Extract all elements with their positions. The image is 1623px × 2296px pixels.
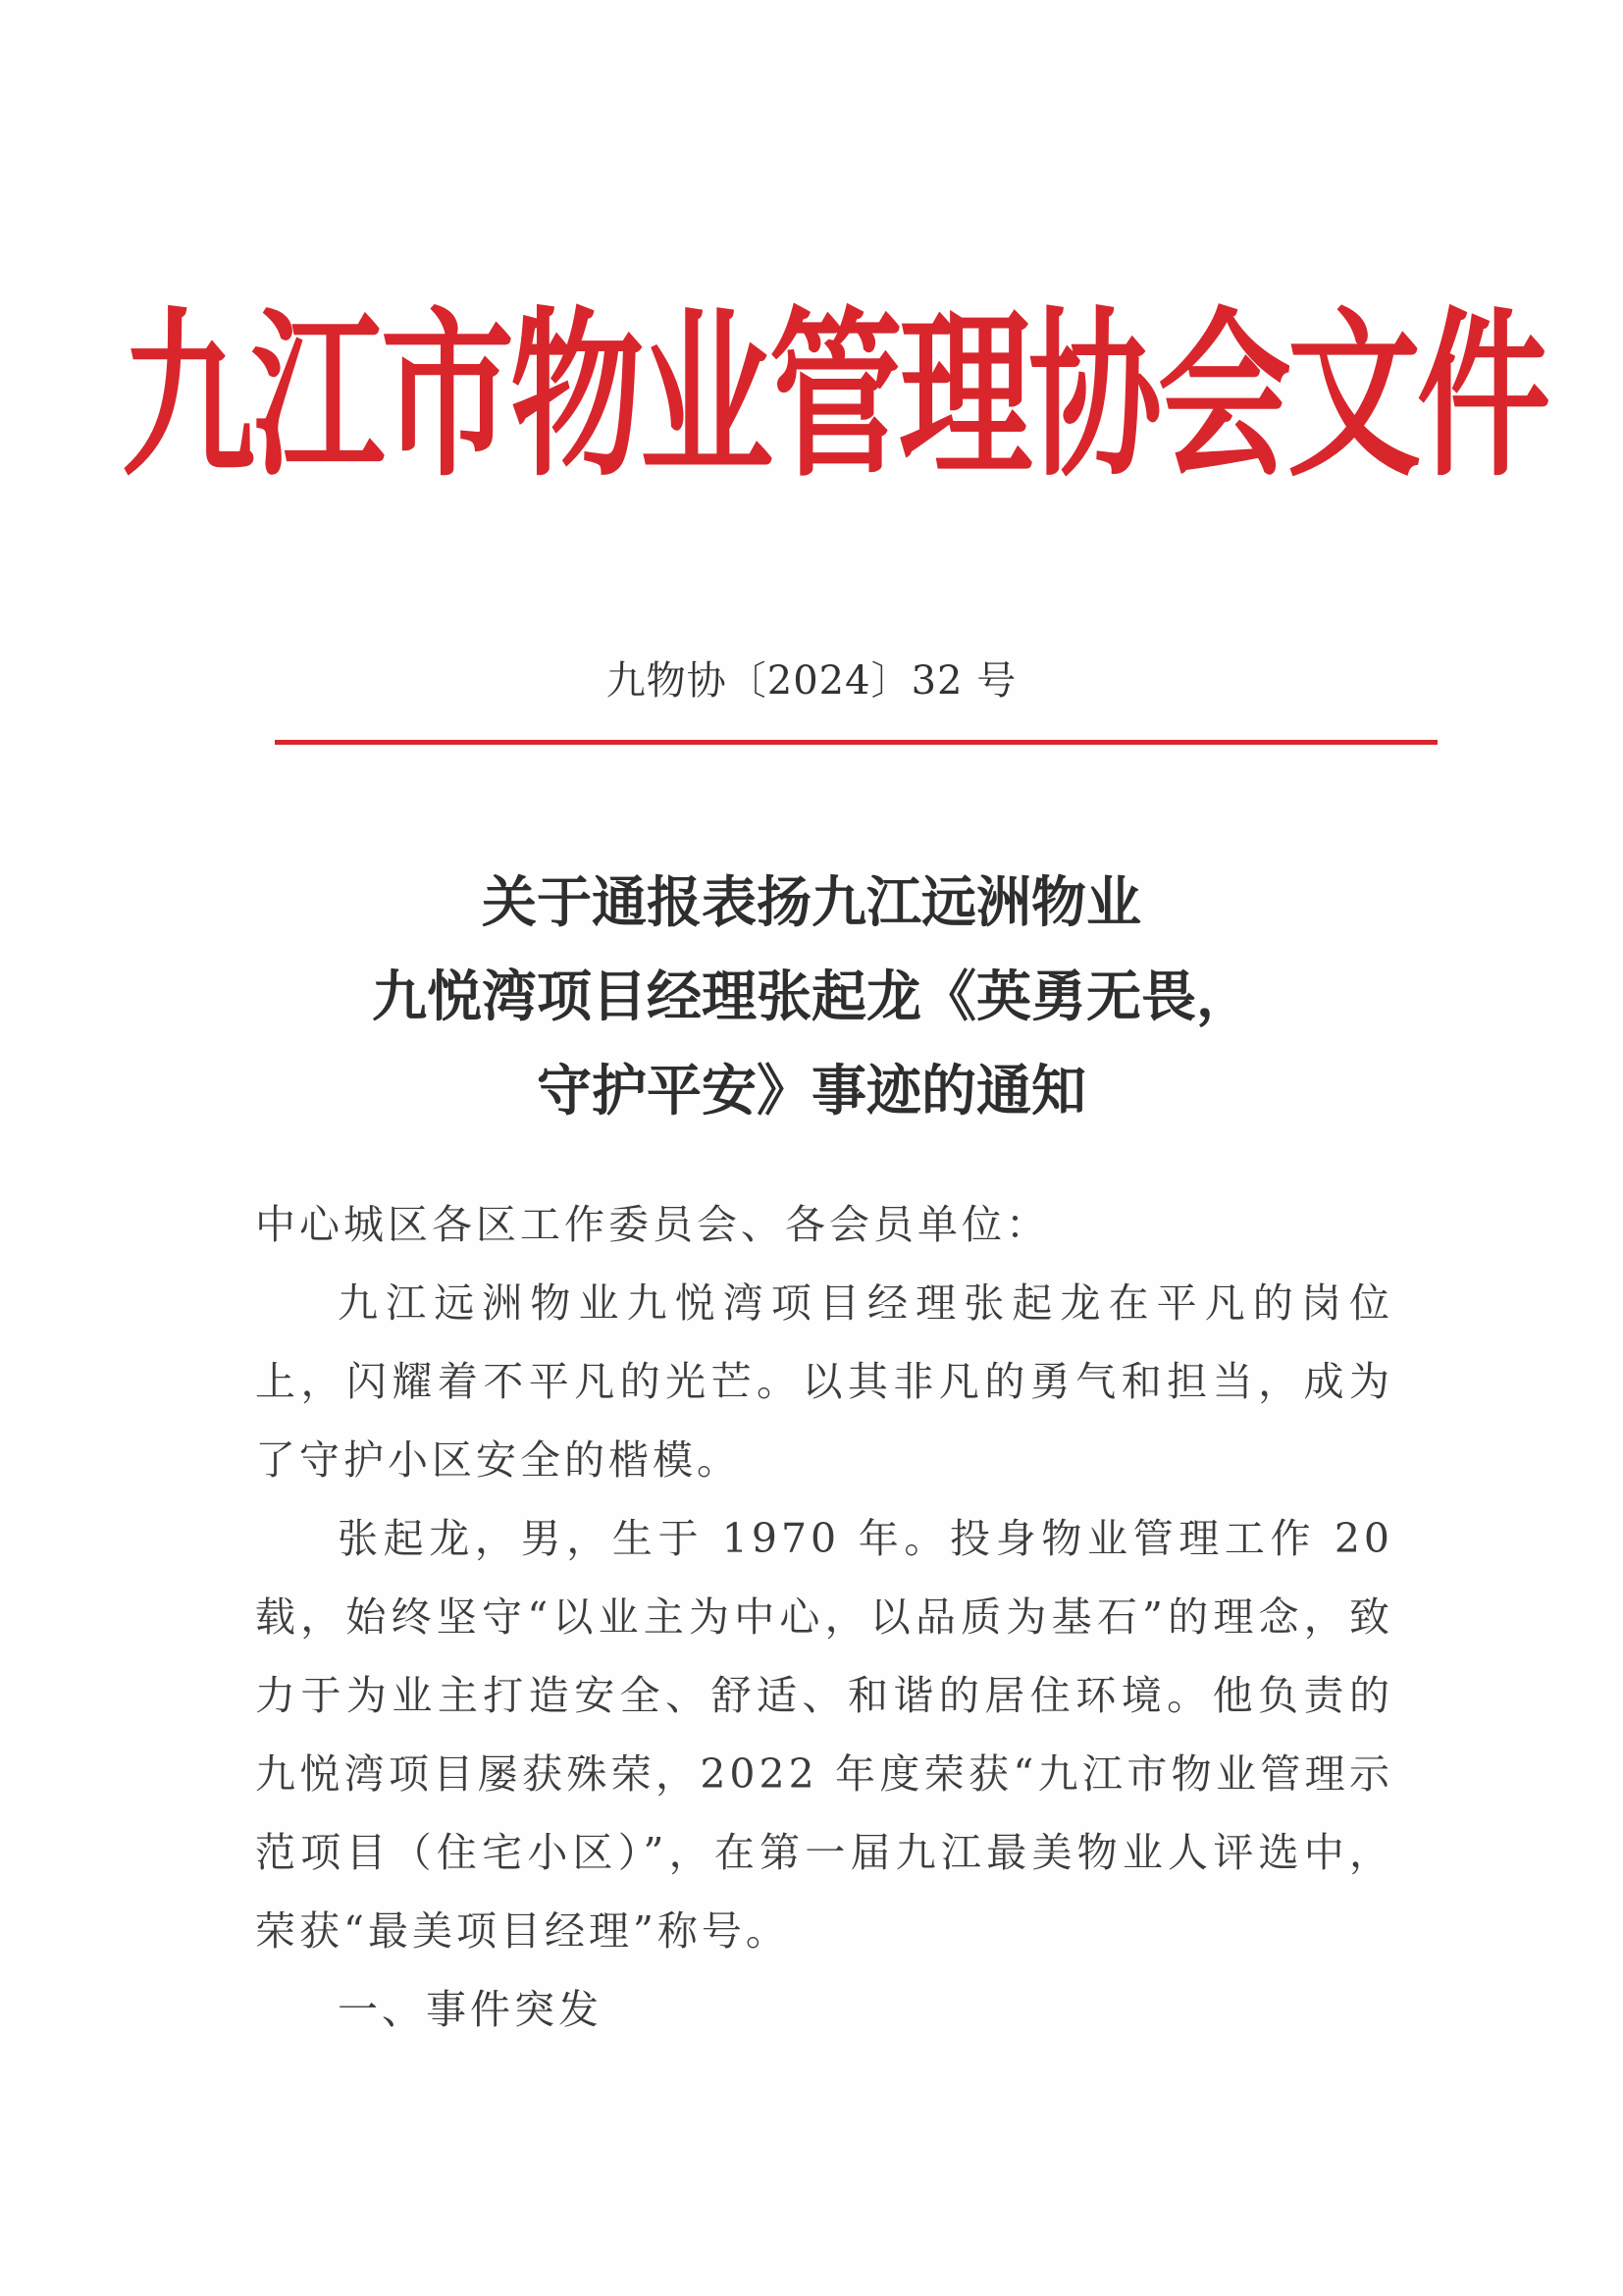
section-heading-1: 一、事件突发 [338, 1986, 602, 2033]
document-body [255, 1185, 1393, 2049]
document-masthead: 九江市物业管理协会文件 [122, 292, 1546, 502]
document-number: 九物协〔2024〕32 号 [605, 658, 1018, 704]
title-line-3: 守护平安》事迹的通知 [537, 1059, 1086, 1123]
paragraph-1: 九江远洲物业九悦湾项目经理张起龙在平凡的岗位上，闪耀着不平凡的光芒。以其非凡的勇气和担当，成为了守护小区安全的楷模。 [255, 1279, 1393, 1484]
salutation: 中心城区各区工作委员会、各会员单位： [255, 1201, 1050, 1248]
document-title [0, 856, 1623, 1138]
title-line-2: 九悦湾项目经理张起龙《英勇无畏， [372, 965, 1251, 1029]
title-line-1: 关于通报表扬九江远洲物业 [482, 870, 1141, 935]
paragraph-2: 张起龙，男，生于 1970 年。投身物业管理工作 20 载，始终坚守“以业主为中心，以品质为基石”的理念，致力于为业主打造安全、舒适、和谐的居住环境。他负责的九悦湾项目屡获殊荣，2022 年度荣获“九江市物业管理示范项目（住宅小区）”，在第一届九江最美物业人评选中，荣获“最美项目经理”称号。 [255, 1515, 1393, 1955]
red-divider-line [275, 740, 1438, 745]
